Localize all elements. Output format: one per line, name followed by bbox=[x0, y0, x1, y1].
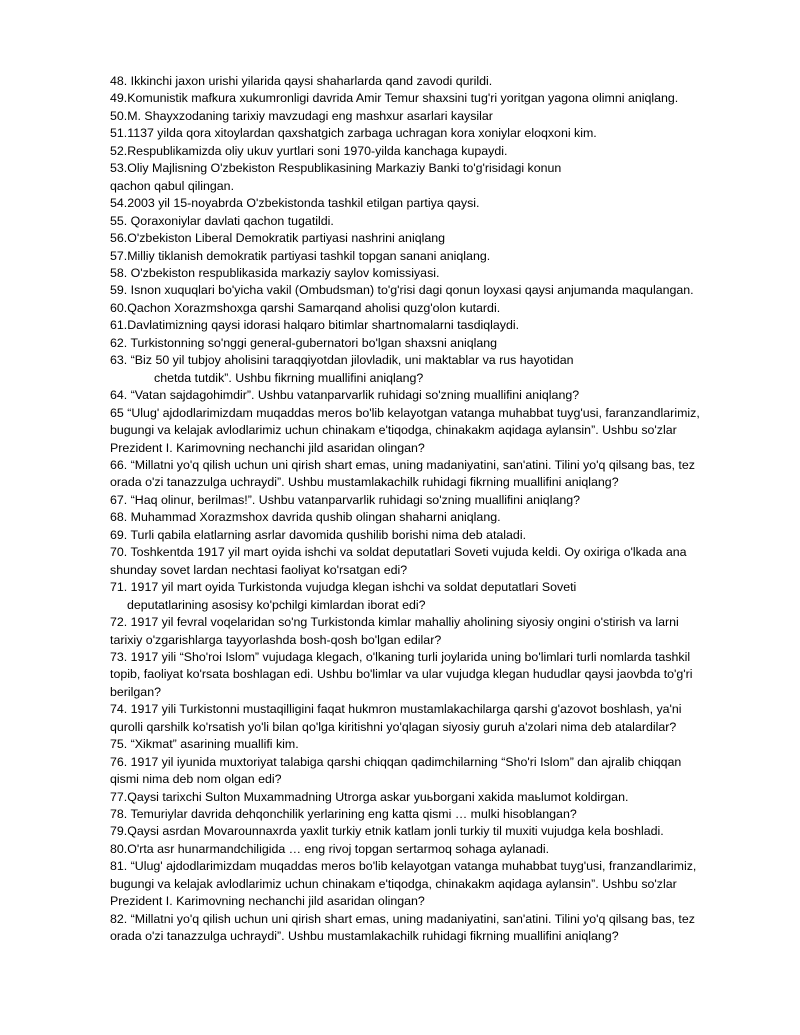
question-73-cont-1: topib, faoliyat ko'rsata boshlagan edi. Ushbu bo'limlar va ular vujudga klegan hududlar qaysi jaovbda to'g'ri bbox=[110, 667, 693, 682]
question-73-cont-2: berilgan? bbox=[110, 684, 161, 699]
question-64: 64. “Vatan sajdagohimdir”. Ushbu vatanparvarlik ruhidagi so'zning muallifini aniqlang? bbox=[110, 388, 580, 403]
question-72: 72. 1917 yil fevral voqelaridan so'ng Turkistonda kimlar mahalliy aholining siyosiy ongini o'stirish va larni bbox=[110, 615, 679, 630]
question-55: 55. Qoraxoniylar davlati qachon tugatildi. bbox=[110, 213, 334, 228]
question-71-cont: deputatlarining asosisy ko'pchilgi kimlardan iborat edi? bbox=[127, 597, 426, 612]
question-70-cont: shunday sovet lardan nechtasi faoliyat ko'rsatgan edi? bbox=[110, 562, 408, 577]
question-65-cont-2: Prezident I. Karimovning nechanchi jild asaridan olingan? bbox=[110, 440, 425, 455]
question-67: 67. “Haq olinur, berilmas!”. Ushbu vatanparvarlik ruhidagi so'zning muallifini aniqlang? bbox=[110, 492, 581, 507]
question-54: 54.2003 yil 15-noyabrda O'zbekistonda tashkil etilgan partiya qaysi. bbox=[110, 196, 480, 211]
question-48: 48. Ikkinchi jaxon urishi yilarida qaysi shaharlarda qand zavodi qurildi. bbox=[110, 74, 493, 88]
question-81-cont-1: bugungi va kelajak avlodlarimiz uchun chinakam e'tiqodga, chinakakm aqidaga aylansin”. Ushbu so'zlar bbox=[110, 876, 677, 891]
question-82: 82. “Millatni yo'q qilish uchun uni qirish shart emas, uning madaniyatini, san'atini. Tilini yo'q qilsang bas, tez bbox=[110, 911, 695, 926]
question-77: 77.Qaysi tarixchi Sulton Muxammadning Utrorga askar yuьborgani xakida maьlumot koldirgan. bbox=[110, 789, 629, 804]
question-73: 73. 1917 yili “Sho'roi Islom” vujudaga klegach, o'lkaning turli joylarida uning bo'limlari turli nomlarda tashkil bbox=[110, 649, 691, 664]
question-59: 59. Isnon xuquqlari bo'yicha vakil (Ombudsman) to'g'risi dagi qonun loyxasi qaysi anjumanda maqulangan. bbox=[110, 283, 694, 298]
document-body bbox=[110, 73, 760, 946]
question-80: 80.O'rta asr hunarmandchiligida … eng rivoj topgan sertarmoq sohaga aylanadi. bbox=[110, 841, 550, 856]
question-72-cont: tarixiy o'zgarishlarga tayyorlashda bosh-qosh bo'lgan edilar? bbox=[110, 632, 442, 647]
question-81: 81. “Ulug' ajdodlarimizdam muqaddas meros bo'lib kelayotgan vatanga muhabbat tuyg'usi, franzandlarimiz, bbox=[110, 859, 697, 874]
question-49: 49.Komunistik mafkura xukumronligi davrida Amir Temur shaxsini tug'ri yoritgan yagona olimni aniqlang. bbox=[110, 91, 679, 106]
question-66-cont: orada o'zi tanazzulga uchraydi”. Ushbu mustamlakachilk ruhidagi fikrning muallifini aniqlang? bbox=[110, 475, 619, 490]
question-52: 52.Respublikamizda oliy ukuv yurtlari soni 1970-yilda kanchaga kupaydi. bbox=[110, 143, 508, 158]
question-78: 78. Temuriylar davrida dehqonchilik yerlarining eng katta qismi … mulki hisoblangan? bbox=[110, 807, 577, 822]
question-74-cont: qurolli qarshilk ko'rsatish yo'li bilan qo'lga kiritishni yo'qlagan siyosiy guruh a'zolari nima deb atalardilar? bbox=[110, 719, 677, 734]
question-65-cont-1: bugungi va kelajak avlodlarimiz uchun chinakam e'tiqodga, chinakakm aqidaga aylansin”. Ushbu so'zlar bbox=[110, 423, 677, 438]
question-69: 69. Turli qabila elatlarning asrlar davomida qushilib borishi nima deb ataladi. bbox=[110, 527, 527, 542]
question-60: 60.Qachon Xorazmshoxga qarshi Samarqand aholisi quzg'olon kutardi. bbox=[110, 300, 501, 315]
question-63-cont: chetda tutdik”. Ushbu fikrning muallifini aniqlang? bbox=[154, 370, 424, 385]
question-74: 74. 1917 yili Turkistonni mustaqilligini faqat hukmron mustamlakachilarga qarshi g'azovot boshlash, ya'ni bbox=[110, 702, 682, 717]
question-57: 57.Milliy tiklanish demokratik partiyasi tashkil topgan sanani aniqlang. bbox=[110, 248, 491, 263]
question-70: 70. Toshkentda 1917 yil mart oyida ishchi va soldat deputatlari Soveti vujuda keldi. Oy oxiriga o'lkada ana bbox=[110, 545, 687, 560]
question-66: 66. “Millatni yo'q qilish uchun uni qirish shart emas, uning madaniyatini, san'atini. Tilini yo'q qilsang bas, tez bbox=[110, 457, 695, 472]
question-56: 56.O'zbekiston Liberal Demokratik partiyasi nashrini aniqlang bbox=[110, 231, 446, 246]
question-50: 50.M. Shayxzodaning tarixiy mavzudagi eng mashxur asarlari kaysilar bbox=[110, 108, 493, 123]
question-65: 65 “Ulug' ajdodlarimizdam muqaddas meros bo'lib kelayotgan vatanga muhabbat tuyg'usi, faranzandlarimiz, bbox=[110, 405, 700, 420]
question-63: 63. “Biz 50 yil tubjoy aholisini taraqqiyotdan jilovladik, uni maktablar va rus hayotidan bbox=[110, 353, 574, 368]
question-68: 68. Muhammad Xorazmshox davrida qushib olingan shaharni aniqlang. bbox=[110, 510, 501, 525]
question-61: 61.Davlatimizning qaysi idorasi halqaro bitimlar shartnomalarni tasdiqlaydi. bbox=[110, 318, 520, 333]
question-79: 79.Qaysi asrdan Movarounnaxrda yaxlit turkiy etnik katlam jonli turkiy til muxiti vujudga kela boshladi. bbox=[110, 824, 664, 839]
question-81-cont-2: Prezident I. Karimovning nechanchi jild asaridan olingan? bbox=[110, 894, 425, 909]
question-51: 51.1137 yilda qora xitoylardan qaxshatgich zarbaga uchragan kora xoniylar eloqxoni kim. bbox=[110, 126, 597, 141]
question-76: 76. 1917 yil iyunida muxtoriyat talabiga qarshi chiqqan qadimchilarning “Sho'ri Islom” dan ajralib chiqqan bbox=[110, 754, 682, 769]
question-58: 58. O'zbekiston respublikasida markaziy saylov komissiyasi. bbox=[110, 265, 440, 280]
question-82-cont: orada o'zi tanazzulga uchraydi”. Ushbu mustamlakachilk ruhidagi fikrning muallifini aniqlang? bbox=[110, 929, 619, 944]
question-75: 75. “Xikmat” asarining muallifi kim. bbox=[110, 737, 299, 752]
question-53: 53.Oliy Majlisning O'zbekiston Respublikasining Markaziy Banki to'g'risidagi konun bbox=[110, 161, 562, 176]
question-62: 62. Turkistonning so'nggi general-gubernatori bo'lgan shaxsni aniqlang bbox=[110, 335, 498, 350]
question-76-cont: qismi nima deb nom olgan edi? bbox=[110, 772, 282, 787]
question-53-cont: qachon qabul qilingan. bbox=[110, 178, 235, 193]
question-71: 71. 1917 yil mart oyida Turkistonda vujudga klegan ishchi va soldat deputatlari Soveti bbox=[110, 580, 577, 595]
